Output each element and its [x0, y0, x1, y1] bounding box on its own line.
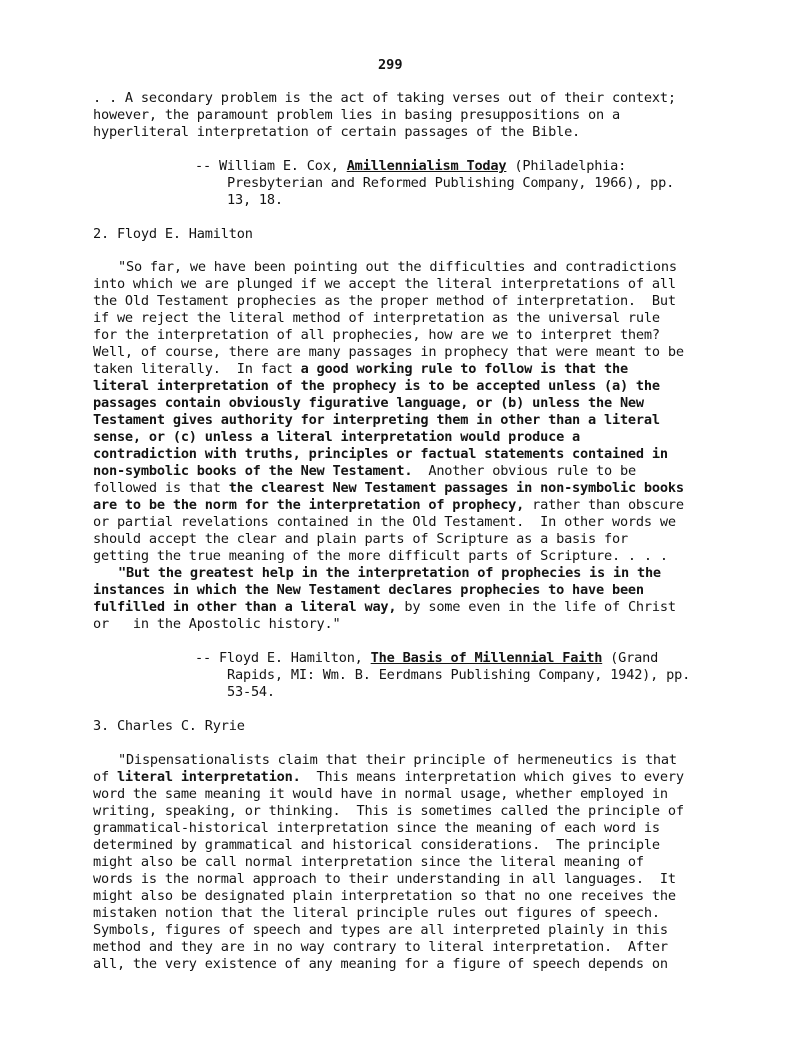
quote2-line: Testament gives authority for interpreting them in other than a literal	[93, 412, 660, 428]
quote2-line: the Old Testament prophecies as the proper method of interpretation. But	[93, 293, 676, 309]
quote3-line: mistaken notion that the literal principle rules out figures of speech.	[93, 905, 660, 921]
citation-line: Rapids, MI: Wm. B. Eerdmans Publishing Company, 1942), pp.	[227, 667, 691, 683]
quote3-line: Symbols, figures of speech and types are all interpreted plainly in this	[93, 922, 668, 938]
quote2-line: fulfilled in other than a literal way, by some even in the life of Christ	[93, 599, 676, 615]
quote2-line: for the interpretation of all prophecies, how are we to interpret them?	[93, 327, 660, 343]
quote3-line: writing, speaking, or thinking. This is sometimes called the principle of	[93, 803, 684, 819]
section-heading: 3. Charles C. Ryrie	[93, 718, 245, 734]
quote2-line: non-symbolic books of the New Testament. Another obvious rule to be	[93, 463, 636, 479]
quote3-line: "Dispensationalists claim that their principle of hermeneutics is that	[118, 752, 677, 768]
quote3-line: words is the normal approach to their understanding in all languages. It	[93, 871, 676, 887]
quote2-line: or in the Apostolic history."	[93, 616, 341, 632]
quote3-line: of literal interpretation. This means interpretation which gives to every	[93, 769, 684, 785]
quote2-line: "So far, we have been pointing out the difficulties and contradictions	[118, 259, 677, 275]
quote2-line: followed is that the clearest New Testament passages in non-symbolic books	[93, 480, 684, 496]
citation-cox: -- William E. Cox, Amillennialism Today (Philadelphia:	[195, 158, 627, 174]
citation-line: Presbyterian and Reformed Publishing Company, 1966), pp.	[227, 175, 675, 191]
quote1-line: however, the paramount problem lies in basing presuppositions on a	[93, 107, 620, 123]
quote3-line: all, the very existence of any meaning for a figure of speech depends on	[93, 956, 668, 972]
quote1-line: hyperliteral interpretation of certain passages of the Bible.	[93, 124, 581, 140]
quote2-line: "But the greatest help in the interpretation of prophecies is in the	[118, 565, 661, 581]
quote2-line: contradiction with truths, principles or factual statements contained in	[93, 446, 668, 462]
quote2-line: or partial revelations contained in the Old Testament. In other words we	[93, 514, 676, 530]
quote2-line: passages contain obviously figurative language, or (b) unless the New	[93, 395, 644, 411]
quote2-line: are to be the norm for the interpretation of prophecy, rather than obscure	[93, 497, 684, 513]
quote3-line: might also be call normal interpretation since the literal meaning of	[93, 854, 644, 870]
book-title: The Basis of Millennial Faith	[370, 650, 603, 666]
quote2-line: sense, or (c) unless a literal interpretation would produce a	[93, 429, 581, 445]
quote3-line: word the same meaning it would have in normal usage, whether employed in	[93, 786, 668, 802]
quote2-line: instances in which the New Testament declares prophecies to have been	[93, 582, 644, 598]
quote3-line: determined by grammatical and historical considerations. The principle	[93, 837, 660, 853]
quote2-line: if we reject the literal method of interpretation as the universal rule	[93, 310, 660, 326]
quote3-line: might also be designated plain interpretation so that no one receives the	[93, 888, 676, 904]
quote2-line: into which we are plunged if we accept the literal interpretations of all	[93, 276, 676, 292]
book-title: Amillennialism Today	[346, 158, 507, 174]
quote1-line: . . A secondary problem is the act of taking verses out of their context;	[93, 90, 676, 106]
citation-line: 53-54.	[227, 684, 275, 700]
quote2-line: getting the true meaning of the more difficult parts of Scripture. . . .	[93, 548, 668, 564]
citation-hamilton: -- Floyd E. Hamilton, The Basis of Millennial Faith (Grand	[195, 650, 659, 666]
quote2-line: literal interpretation of the prophecy is to be accepted unless (a) the	[93, 378, 660, 394]
quote2-line: taken literally. In fact a good working rule to follow is that the	[93, 361, 628, 377]
citation-line: 13, 18.	[227, 192, 283, 208]
page-number: 299	[378, 57, 403, 73]
section-heading: 2. Floyd E. Hamilton	[93, 226, 253, 242]
quote2-line: Well, of course, there are many passages in prophecy that were meant to be	[93, 344, 684, 360]
quote3-line: grammatical-historical interpretation since the meaning of each word is	[93, 820, 660, 836]
quote2-line: should accept the clear and plain parts of Scripture as a basis for	[93, 531, 628, 547]
quote3-line: method and they are in no way contrary to literal interpretation. After	[93, 939, 668, 955]
